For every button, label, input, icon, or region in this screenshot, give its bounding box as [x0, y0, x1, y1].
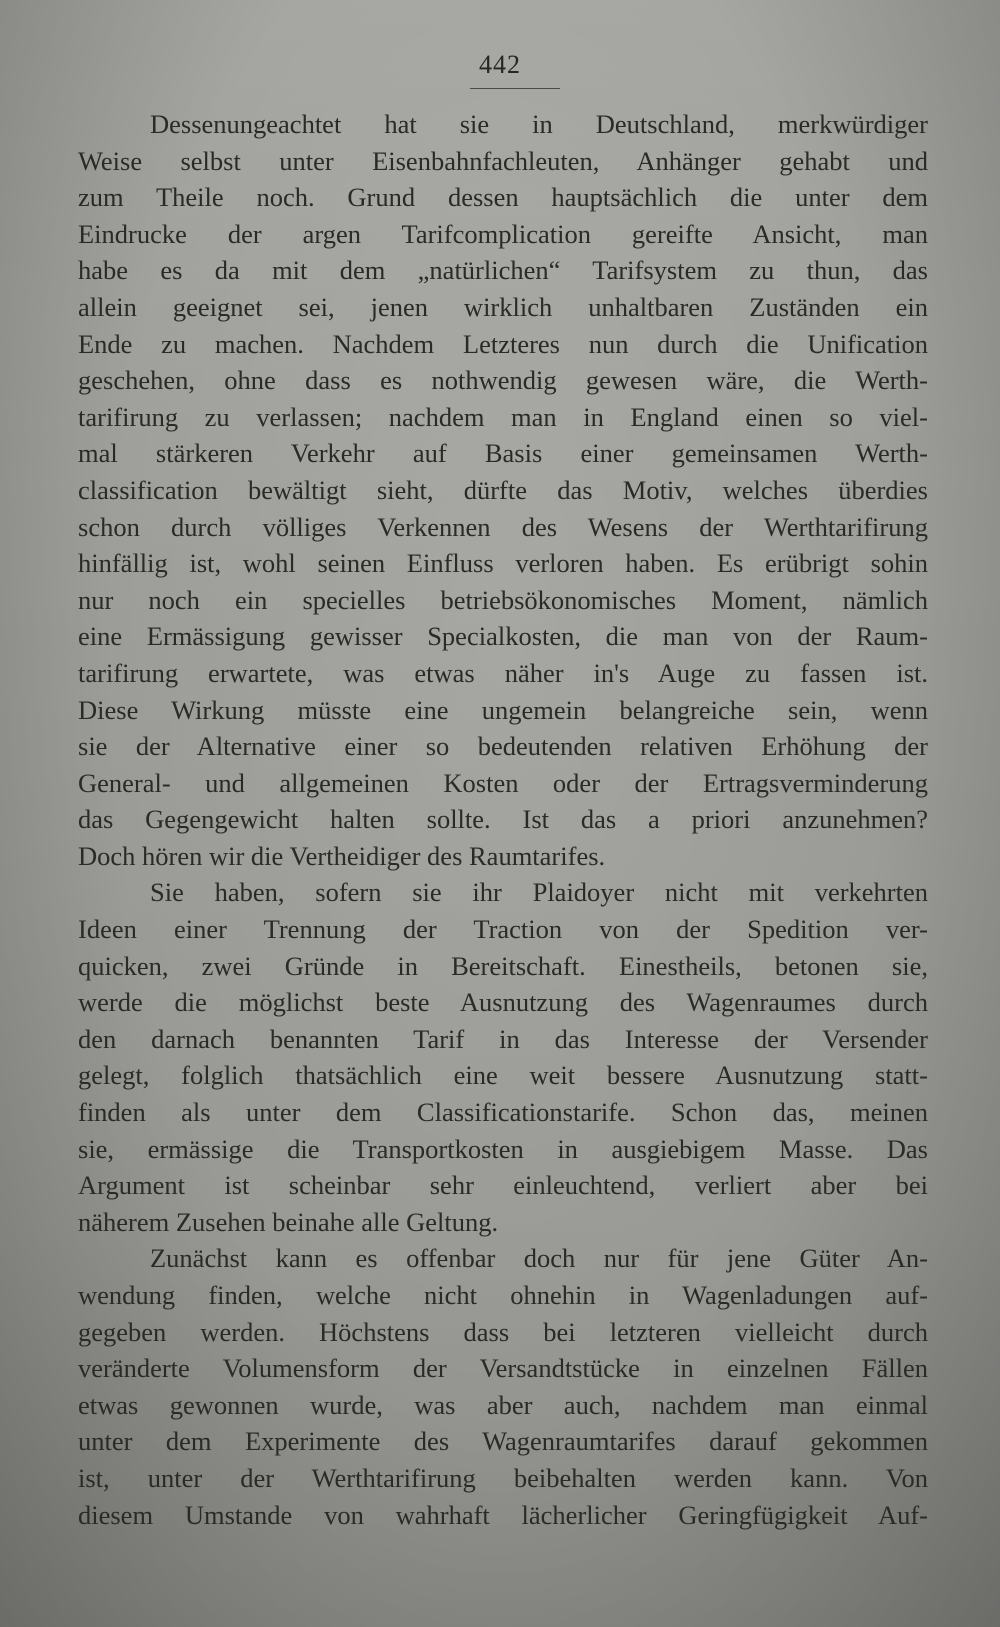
text-line: Ende zu machen. Nachdem Letzteres nun durch die Unification	[78, 328, 928, 359]
header-rule	[470, 88, 560, 89]
text-line: nur noch ein specielles betriebsökonomisches Moment, nämlich	[78, 584, 928, 615]
text-line: werde die möglichst beste Ausnutzung des Wagenraumes durch	[78, 987, 928, 1018]
text-line: unter dem Experimente des Wagenraumtarifes darauf gekommen	[78, 1426, 928, 1457]
text-line: gegeben werden. Höchstens dass bei letzteren vielleicht durch	[78, 1316, 928, 1347]
text-line: sie, ermässige die Transportkosten in ausgiebigem Masse. Das	[78, 1133, 928, 1164]
text-line: geschehen, ohne dass es nothwendig gewesen wäre, die Werth-	[78, 365, 928, 396]
text-line: Weise selbst unter Eisenbahnfachleuten, Anhänger gehabt und	[78, 145, 928, 176]
text-line: den darnach benannten Tarif in das Interesse der Versender	[78, 1023, 928, 1054]
text-line: tarifirung erwartete, was etwas näher in's Auge zu fassen ist.	[78, 657, 928, 688]
text-line: Diese Wirkung müsste eine ungemein belangreiche sein, wenn	[78, 694, 928, 725]
text-line: Doch hören wir die Vertheidiger des Raumtarifes.	[78, 840, 606, 871]
text-line: veränderte Volumensform der Versandtstücke in einzelnen Fällen	[78, 1353, 928, 1384]
text-line: tarifirung zu verlassen; nachdem man in England einen so viel-	[78, 401, 928, 432]
text-line: wendung finden, welche nicht ohnehin in Wagenladungen auf-	[78, 1280, 928, 1310]
text-line: habe es da mit dem „natürlichen“ Tarifsystem zu thun, das	[78, 255, 928, 286]
text-line: Sie haben, sofern sie ihr Plaidoyer nicht mit verkehrten	[150, 877, 928, 908]
body-text	[78, 106, 928, 1533]
text-line: Argument ist scheinbar sehr einleuchtend, verliert aber bei	[78, 1170, 928, 1201]
text-line: ist, unter der Werthtarifirung beibehalten werden kann. Von	[78, 1462, 928, 1493]
page-number: 442	[479, 50, 521, 79]
text-line: hinfällig ist, wohl seinen Einfluss verloren haben. Es erübrigt sohin	[78, 548, 928, 579]
text-line: das Gegengewicht halten sollte. Ist das a priori anzunehmen?	[78, 804, 928, 835]
text-line: schon durch völliges Verkennen des Wesens der Werthtarifirung	[78, 511, 928, 542]
text-line: diesem Umstande von wahrhaft lächerlicher Geringfügigkeit Auf-	[78, 1499, 928, 1530]
text-line: Eindrucke der argen Tarifcomplication gereifte Ansicht, man	[78, 218, 928, 249]
text-line: zum Theile noch. Grund dessen hauptsächlich die unter dem	[78, 182, 928, 213]
text-line: Zunächst kann es offenbar doch nur für jene Güter An-	[150, 1243, 928, 1274]
text-line: gelegt, folglich thatsächlich eine weit bessere Ausnutzung statt-	[78, 1060, 928, 1091]
text-line: Ideen einer Trennung der Traction von der Spedition ver-	[78, 914, 928, 945]
text-line: etwas gewonnen wurde, was aber auch, nachdem man einmal	[78, 1389, 928, 1420]
text-line: sie der Alternative einer so bedeutenden relativen Erhöhung der	[78, 731, 928, 762]
text-line: allein geeignet sei, jenen wirklich unhaltbaren Zuständen ein	[78, 291, 928, 322]
text-line: General- und allgemeinen Kosten oder der Ertragsverminderung	[78, 767, 928, 798]
text-line: classification bewältigt sieht, dürfte das Motiv, welches überdies	[78, 474, 928, 505]
text-line: finden als unter dem Classificationstarife. Schon das, meinen	[78, 1097, 928, 1128]
text-line: eine Ermässigung gewisser Specialkosten, die man von der Raum-	[78, 621, 928, 652]
text-line: Dessenungeachtet hat sie in Deutschland, merkwürdiger	[150, 109, 928, 139]
text-line: näherem Zusehen beinahe alle Geltung.	[78, 1206, 499, 1237]
text-line: quicken, zwei Gründe in Bereitschaft. Einestheils, betonen sie,	[78, 950, 928, 981]
text-line: mal stärkeren Verkehr auf Basis einer gemeinsamen Werth-	[78, 438, 928, 469]
